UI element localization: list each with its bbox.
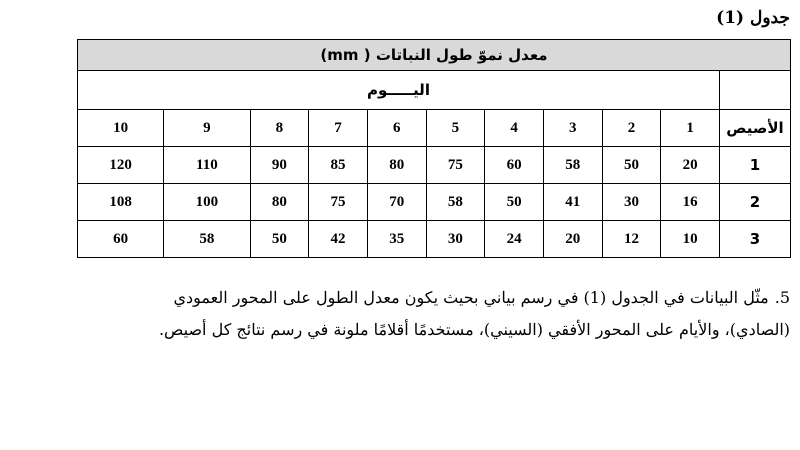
table-cell: 30 [426, 221, 485, 258]
day-number: 5 [426, 110, 485, 147]
table-cell: 42 [309, 221, 368, 258]
table-cell: 85 [309, 147, 368, 184]
table-cell: 20 [661, 147, 720, 184]
table-cell: 108 [78, 184, 164, 221]
table-row [78, 221, 791, 258]
table-cell: 50 [602, 147, 661, 184]
day-number: 9 [164, 110, 250, 147]
question-line-1 [15, 282, 790, 314]
day-number: 10 [78, 110, 164, 147]
table-cell: 90 [250, 147, 309, 184]
plant-number: 2 [720, 184, 791, 221]
table-cell: 100 [164, 184, 250, 221]
table-cell: 35 [367, 221, 426, 258]
table-cell: 75 [426, 147, 485, 184]
question-text [15, 282, 790, 346]
question-line-2: (الصادي)، والأيام على المحور الأفقي (السيني)، مستخدمًا أقلامًا ملونة في رسم نتائج كل أصيص. [158, 320, 790, 339]
table-title-row [78, 40, 791, 71]
table-caption: جدول (1) [716, 8, 790, 28]
empty-corner-cell [720, 71, 791, 110]
day-number: 6 [367, 110, 426, 147]
day-number: 3 [543, 110, 602, 147]
column-header-row [78, 110, 791, 147]
table-cell: 60 [485, 147, 544, 184]
table-cell: 80 [367, 147, 426, 184]
table-title: معدل نموّ طول النباتات ( mm) [78, 40, 791, 71]
day-number: 8 [250, 110, 309, 147]
table-cell: 30 [602, 184, 661, 221]
question-line-1-text: مثّل البيانات في الجدول (1) في رسم بياني بحيث يكون معدل الطول على المحور العمودي [173, 288, 769, 307]
table-cell: 58 [164, 221, 250, 258]
plant-growth-table [77, 39, 791, 258]
table-cell: 60 [78, 221, 164, 258]
day-number: 4 [485, 110, 544, 147]
table-cell: 20 [543, 221, 602, 258]
day-header-row [78, 71, 791, 110]
day-number: 7 [309, 110, 368, 147]
table-cell: 50 [250, 221, 309, 258]
day-header: اليـــــوم [78, 71, 720, 110]
table-cell: 41 [543, 184, 602, 221]
table-cell: 70 [367, 184, 426, 221]
table-cell: 75 [309, 184, 368, 221]
table-cell: 80 [250, 184, 309, 221]
day-number: 1 [661, 110, 720, 147]
table-cell: 24 [485, 221, 544, 258]
table-cell: 50 [485, 184, 544, 221]
question-number: 5. [774, 288, 790, 307]
table-cell: 16 [661, 184, 720, 221]
table-row [78, 184, 791, 221]
table-cell: 120 [78, 147, 164, 184]
table-cell: 110 [164, 147, 250, 184]
table-cell: 58 [426, 184, 485, 221]
plant-header: الأصيص [720, 110, 791, 147]
plant-number: 1 [720, 147, 791, 184]
plant-number: 3 [720, 221, 791, 258]
table-cell: 58 [543, 147, 602, 184]
table-cell: 12 [602, 221, 661, 258]
table-cell: 10 [661, 221, 720, 258]
day-number: 2 [602, 110, 661, 147]
table-row [78, 147, 791, 184]
